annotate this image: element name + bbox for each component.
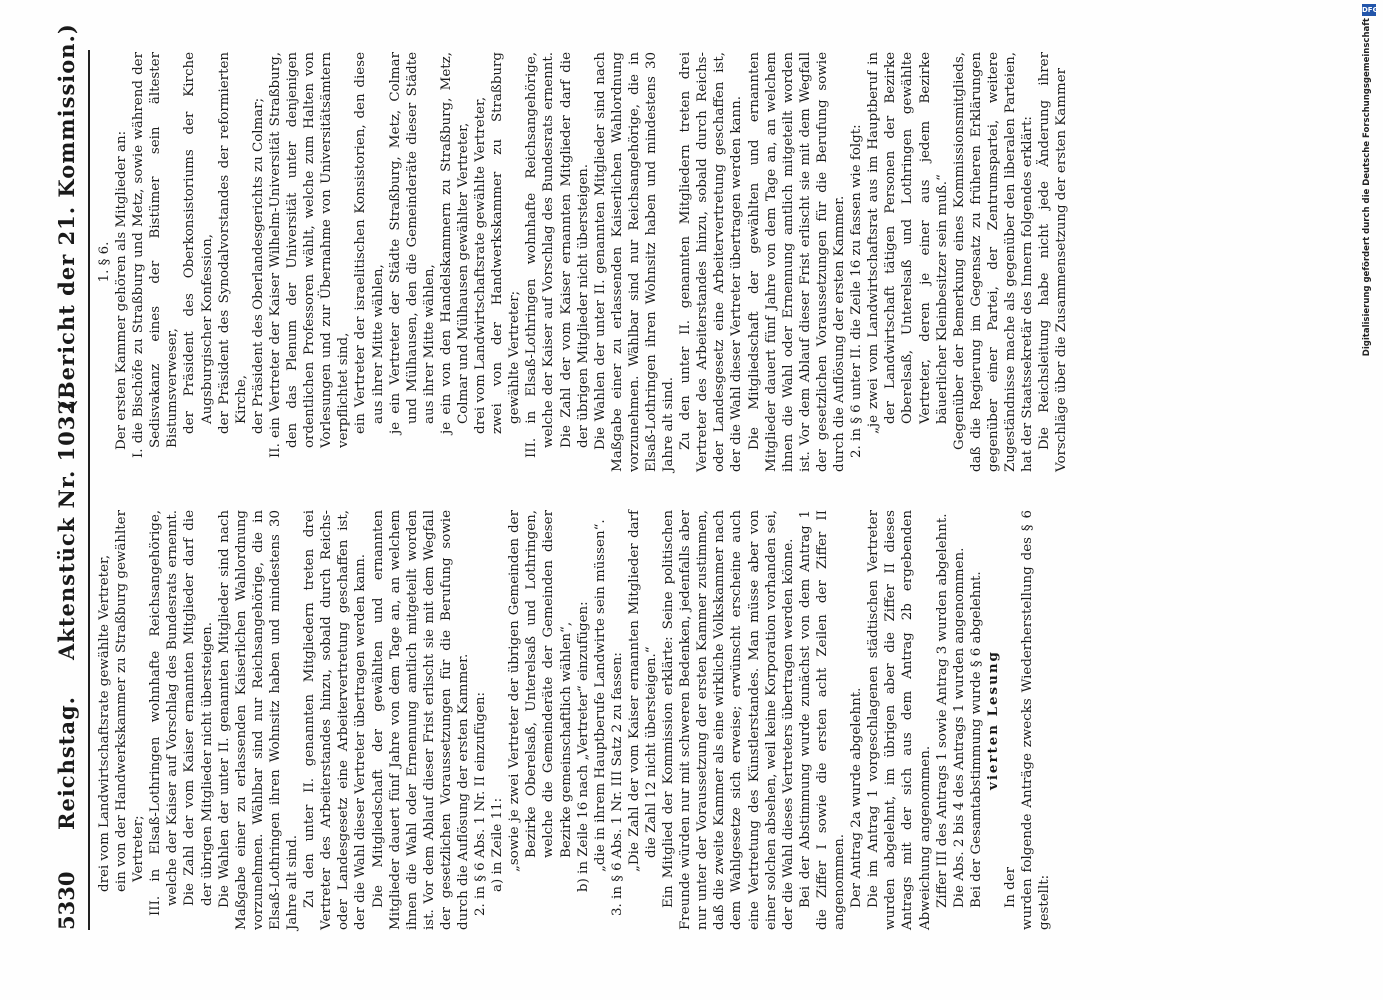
dfg-funding-notice: Digitalisierung gefördert durch die Deutsche Forschungsgemeinschaft	[1362, 18, 1372, 357]
paragraph: Die Abs. 2 bis 4 des Antrags 1 wurden angenommen.	[951, 547, 967, 908]
running-title: Reichstag.	[54, 696, 79, 830]
paragraph: Der ersten Kammer gehören als Mitglieder an:	[114, 130, 130, 450]
paragraph: 2. in § 6 unter II. die Zeile 16 zu fassen wie folgt:	[849, 124, 865, 458]
left-column	[96, 510, 1053, 930]
paragraph: I. die Bischöfe zu Straßburg und Metz, sowie während der Sedisvakanz eines der Bistümer sein ältester Bistumsverweser,	[131, 52, 181, 458]
paragraph: Die Reichsleitung habe nicht jede Änderung ihrer Vorschläge über die Zusammensetzung der ersten Kammer	[1037, 52, 1070, 472]
paragraph: 3. in § 6 Abs. 1 Nr. III Satz 2 zu fassen:	[609, 652, 625, 916]
paragraph: Die Wahlen der unter II. genannten Mitglieder sind nach Maßgabe einer zu erlassenden Kaiserlichen Wahlordnung vorzunehmen. Wählbar sind nur Reichsangehörige, die in Elsaß-Lothringen ihren Wohnsitz haben und mindestens 30 Jahre alt sind.	[592, 52, 677, 472]
paragraph: drei vom Landwirtschaftsrate gewählte Vertreter,	[97, 554, 112, 892]
paragraph: zwei von der Handwerkskammer zu Straßburg gewählte Vertreter;	[490, 52, 523, 434]
paragraph: b) in Zeile 16 nach „Vertreter“ einzufügen:	[575, 601, 591, 892]
rotated-page-content	[50, 23, 1330, 930]
paragraph: Bei der Abstimmung wurde zunächst von dem Antrag 1 die Ziffer I sowie die ersten acht Zeilen der Ziffer II angenommen.	[797, 510, 848, 930]
paragraph: je ein von den Handelskammern zu Straßburg, Metz, Colmar und Mülhausen gewählter Vertreter,	[438, 52, 471, 434]
paragraph: 2. in § 6 Abs. 1 Nr. II einzufügen:	[473, 691, 489, 916]
header-rule	[88, 50, 90, 930]
paragraph: Bei der Gesamtabstimmung wurde § 6 abgelehnt.	[968, 571, 984, 908]
paragraph: drei vom Landwirtschaftsrate gewählte Vertreter,	[473, 96, 489, 434]
paragraph: III. in Elsaß-Lothringen wohnhafte Reichsangehörige, welche der Kaiser auf Vorschlag des Bundesrats ernennt. Die Zahl der vom Kaiser ernannten Mitglieder darf die der übrigen Mitglieder nicht übersteigen.	[524, 52, 591, 458]
paragraph: II. ein Vertreter der Kaiser Wilhelm-Universität Straßburg, den das Plenum der Universität unter denjenigen ordentlichen Professoren wählt, welche zum Halten von Vorlesungen und zur Übernahme von Universitätsämtern verpflichtet sind,	[267, 52, 352, 458]
paragraph: Ziffer III des Antrags 1 sowie Antrag 3 wurden abgelehnt.	[934, 513, 950, 908]
paragraph: vierten Lesung	[984, 650, 1001, 790]
paragraph: der Präsident des Synodalvorstandes der reformierten Kirche,	[216, 52, 249, 434]
paragraph: Die Mitgliedschaft der gewählten und ernannten Mitglieder dauert fünf Jahre von dem Tage an, an welchem ihnen die Wahl oder Ernennung amtlich mitgeteilt worden ist. Vor dem Ablauf dieser Frist erlischt sie mit dem Wegfall der gesetzlichen Voraussetzungen für die Berufung sowie durch die Auflösung der ersten Kammer.	[370, 510, 471, 930]
page-header	[50, 23, 86, 930]
paragraph: je ein Vertreter der Städte Straßburg, Metz, Colmar und Mülhausen, den die Gemeinderäte dieser Städte aus ihrer Mitte wählen,	[387, 52, 437, 434]
paragraph: Zu den unter II. genannten Mitgliedern treten drei Vertreter des Arbeiterstandes hinzu, sobald durch Reichs- oder Landesgesetz eine Arbeitervertretung geschaffen ist, der die Wahl dieser Vertreter übertragen werden kann.	[302, 510, 369, 930]
paragraph: 1. § 6.	[97, 241, 112, 283]
paragraph: Die im Antrag 1 vorgeschlagenen städtischen Vertreter wurden abgelehnt, im übrigen aber die Ziffer II dieses Antrags mit der sich aus dem Antrag 2b ergebenden Abweichung angenommen.	[866, 510, 933, 930]
paragraph: „Die Zahl der vom Kaiser ernannten Mitglieder darf die Zahl 12 nicht übersteigen.“	[626, 510, 659, 872]
paragraph: „sowie je zwei Vertreter der übrigen Gemeinden der Bezirke Oberelsaß, Unterelsaß und Lothringen, welche die Gemeinderäte der Gemeinden dieser Bezirke gemeinschaftlich wählen“,	[507, 510, 574, 872]
paragraph: Der Antrag 2a wurde abgelehnt.	[849, 687, 865, 908]
paragraph: Ein Mitglied der Kommission erklärte: Seine politischen Freunde würden nur mit schweren Bedenken, jedenfalls aber nur unter der Voraussetzung der ersten Kammer zustimmen, daß die zweite Kammer als eine wirkliche Volkskammer nach dem Wahlgesetze sich erweise; erwünscht erscheine auch eine Vertretung des Künstlerstandes. Man müsse aber von einer solchen absehen, weil keine Korporation vorhanden sei, der die Wahl dieses Vertreters übertragen werden könne.	[661, 510, 796, 930]
paragraph: der Präsident des Oberlandesgerichts zu Colmar;	[250, 97, 266, 434]
paragraph: In der	[1002, 866, 1018, 908]
paragraph: Die Wahlen der unter II. genannten Mitglieder sind nach Maßgabe einer zu erlassenden Kaiserlichen Wahlordnung vorzunehmen. Wählbar sind nur Reichsangehörige, die in Elsaß-Lothringen ihren Wohnsitz haben und mindestens 30 Jahre alt sind.	[216, 510, 301, 930]
paragraph: ein von der Handwerkskammer zu Straßburg gewählter Vertreter;	[114, 510, 147, 892]
dfg-logo: DFG	[1362, 6, 1379, 14]
paragraph: ein Vertreter der israelitischen Konsistorien, den diese aus ihrer Mitte wählen,	[353, 52, 386, 434]
page-number: 5330	[54, 871, 79, 930]
paragraph: „je zwei vom Landwirtschaftsrat aus im Hauptberuf in der Landwirtschaft tätigen Personen der Bezirke Oberelsaß, Unterelsaß und Lothringen gewählte Vertreter, deren je einer aus jedem Bezirke bäuerlicher Kleinbesitzer sein muß.“	[866, 52, 950, 434]
paragraph: Zu den unter II. genannten Mitgliedern treten drei Vertreter des Arbeiterstandes hinzu, sobald durch Reichs- oder Landesgesetz eine Arbeitervertretung geschaffen ist, der die Wahl dieser Vertreter übertragen werden kann.	[678, 52, 745, 472]
document-reference: Aktenstück Nr. 1032.	[54, 390, 79, 660]
paragraph: „die in ihrem Hauptberufe Landwirte sein müssen“.	[592, 519, 608, 872]
paragraph: Gegenüber der Bemerkung eines Kommissionsmitglieds, daß die Regierung im Gegensatz zu früheren Erklärungen gegenüber einer Partei, der Zentrumspartei, weitere Zugeständnisse mache als gegenüber den liberalen Parteien, hat der Staatssekretär des Innern folgendes erklärt:	[951, 52, 1036, 472]
paragraph: III. in Elsaß-Lothringen wohnhafte Reichsangehörige, welche der Kaiser auf Vorschlag des Bundesrats ernennt. Die Zahl der vom Kaiser ernannten Mitglieder darf die der übrigen Mitglieder nicht übersteigen.	[148, 510, 215, 916]
paragraph: der Präsident des Oberkonsistoriums der Kirche Augsburgischer Konfession,	[182, 52, 215, 434]
paragraph: a) in Zeile 11:	[490, 797, 506, 892]
report-title: (Bericht der 21. Kommission.)	[54, 23, 79, 410]
paragraph: wurden folgende Anträge zwecks Wiederherstellung des § 6 gestellt:	[1020, 510, 1053, 930]
right-column	[96, 52, 1070, 472]
paragraph: Die Mitgliedschaft der gewählten und ernannten Mitglieder dauert fünf Jahre von dem Tage an, an welchem ihnen die Wahl oder Ernennung amtlich mitgeteilt worden ist. Vor dem Ablauf dieser Frist erlischt sie mit dem Wegfall der gesetzlichen Voraussetzungen für die Berufung sowie durch die Auflösung der ersten Kammer.	[746, 52, 848, 472]
